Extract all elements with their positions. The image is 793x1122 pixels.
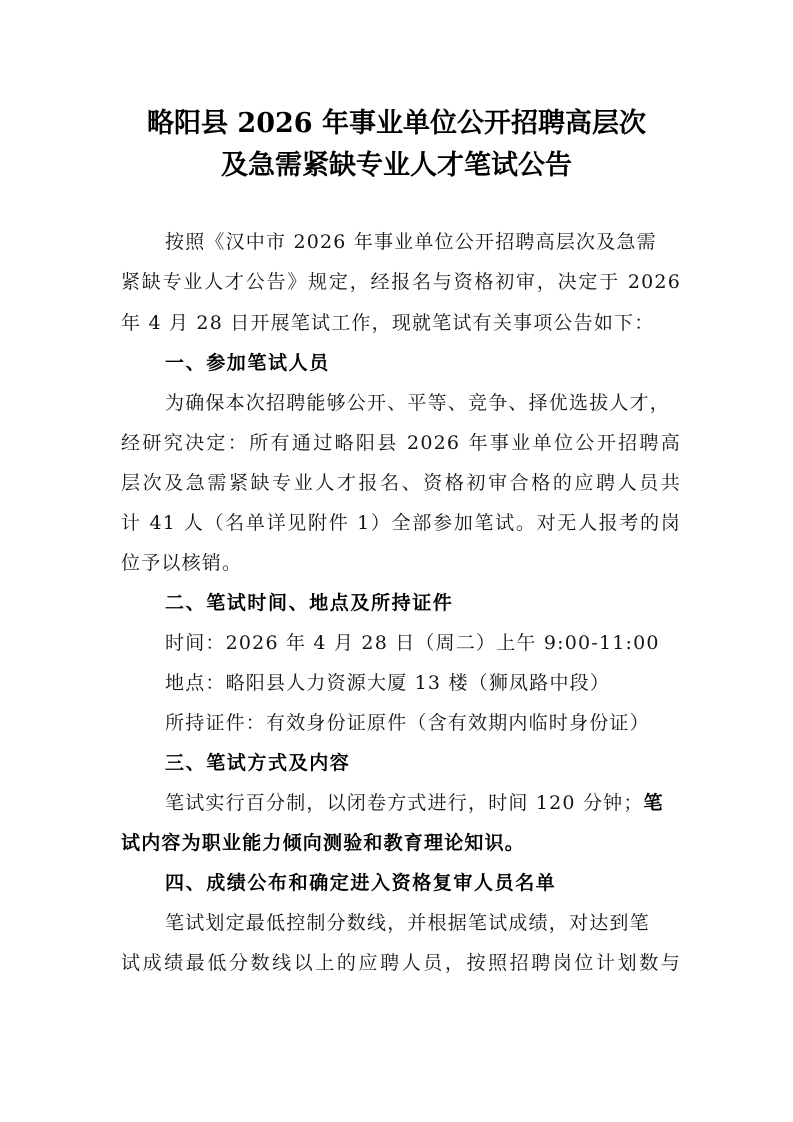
section-2-heading: 二、笔试时间、地点及所持证件 <box>165 592 454 614</box>
document-title-line-1: 略阳县 2026 年事业单位公开招聘高层次 <box>147 108 646 139</box>
section-4-line-1: 笔试划定最低控制分数线，并根据笔试成绩，对达到笔 <box>165 912 650 934</box>
section-4-heading: 四、成绩公布和确定进入资格复审人员名单 <box>165 872 557 894</box>
section-4-line-2: 试成绩最低分数线以上的应聘人员，按照招聘岗位计划数与 <box>121 952 681 974</box>
intro-line-1: 按照《汉中市 2026 年事业单位公开招聘高层次及急需 <box>165 231 657 253</box>
section-1-line-3: 层次及急需紧缺专业人才报名、资格初审合格的应聘人员共 <box>121 472 681 494</box>
intro-line-2: 紧缺专业人才公告》规定，经报名与资格初审，决定于 2026 <box>121 271 681 293</box>
section-3-heading: 三、笔试方式及内容 <box>165 752 351 774</box>
section-1-line-2: 经研究决定：所有通过略阳县 2026 年事业单位公开招聘高 <box>121 432 681 454</box>
section-3-line-1-bold: 笔 <box>643 792 664 814</box>
section-1-line-1: 为确保本次招聘能够公开、平等、竞争、择优选拔人才， <box>165 392 671 414</box>
exam-time: 时间：2026 年 4 月 28 日（周二）上午 9:00-11:00 <box>165 632 660 654</box>
document-title-line-2: 及急需紧缺专业人才笔试公告 <box>221 150 572 181</box>
section-1-line-4: 计 41 人（名单详见附件 1）全部参加笔试。对无人报考的岗 <box>121 512 681 534</box>
exam-documents: 所持证件：有效身份证原件（含有效期内临时身份证） <box>165 712 650 734</box>
section-3-line-2: 试内容为职业能力倾向测验和教育理论知识。 <box>121 832 526 854</box>
section-3-line-1 <box>165 790 681 816</box>
section-3-line-1-text: 笔试实行百分制，以闭卷方式进行，时间 120 分钟； <box>165 792 644 814</box>
section-1-heading: 一、参加笔试人员 <box>165 352 330 374</box>
intro-line-3: 年 4 月 28 日开展笔试工作，现就笔试有关事项公告如下： <box>121 312 655 334</box>
section-1-line-5: 位予以核销。 <box>121 552 243 574</box>
exam-place: 地点：略阳县人力资源大厦 13 楼（狮凤路中段） <box>165 672 611 694</box>
